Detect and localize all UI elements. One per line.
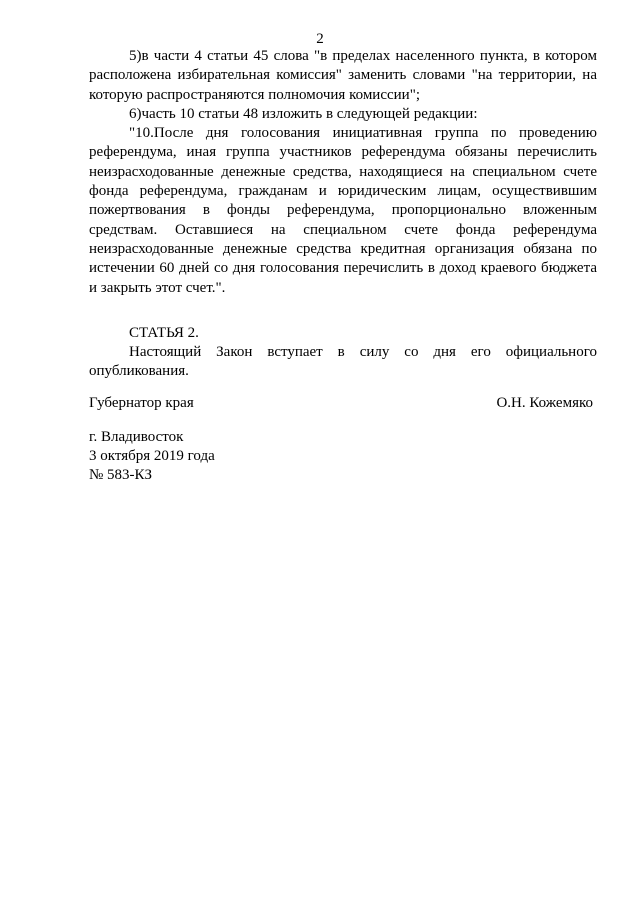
- section-spacer: [89, 298, 597, 324]
- amendment-item-6: 6)часть 10 статьи 48 изложить в следующей редакции:: [129, 105, 478, 122]
- article-2-text: Настоящий Закон вступает в силу со дня его официального опубликования.: [89, 344, 597, 380]
- amendment-quote: "10.После дня голосования инициативная группа по проведению референдума, иная группа участников референдума обязаны перечислить неизрасходованные денежные средства, находящиеся на специальном счете фонда референдума, гражданам и юридическим лицам, осуществившим пожертвования в фонды референдума, пропорционально вложенным средствам. Оставшиеся на специальном счете фонда референдума неизрасходованные денежные средства кредитная организация обязана по истечении 60 дней со дня голосования перечислить в доход краевого бюджета и закрыть этот счет.".: [89, 125, 597, 296]
- law-number: № 583-КЗ: [89, 467, 153, 483]
- amendment-item-5: 5)в части 4 статьи 45 слова "в пределах населенного пункта, в котором расположена избирательная комиссия" заменить словами "на территории, на которую распространяются полномочия комиссии";: [89, 48, 597, 103]
- signature-row: [89, 394, 593, 413]
- signatory-position: Губернатор края: [89, 395, 194, 411]
- page-number: 2: [316, 31, 324, 47]
- issuance-place: г. Владивосток: [89, 429, 184, 445]
- issuance-date: 3 октября 2019 года: [89, 448, 215, 464]
- issuance-block: [89, 428, 215, 485]
- article-2-title: СТАТЬЯ 2.: [129, 324, 199, 341]
- document-body: [89, 47, 597, 382]
- signatory-name: О.Н. Кожемяко: [496, 395, 593, 411]
